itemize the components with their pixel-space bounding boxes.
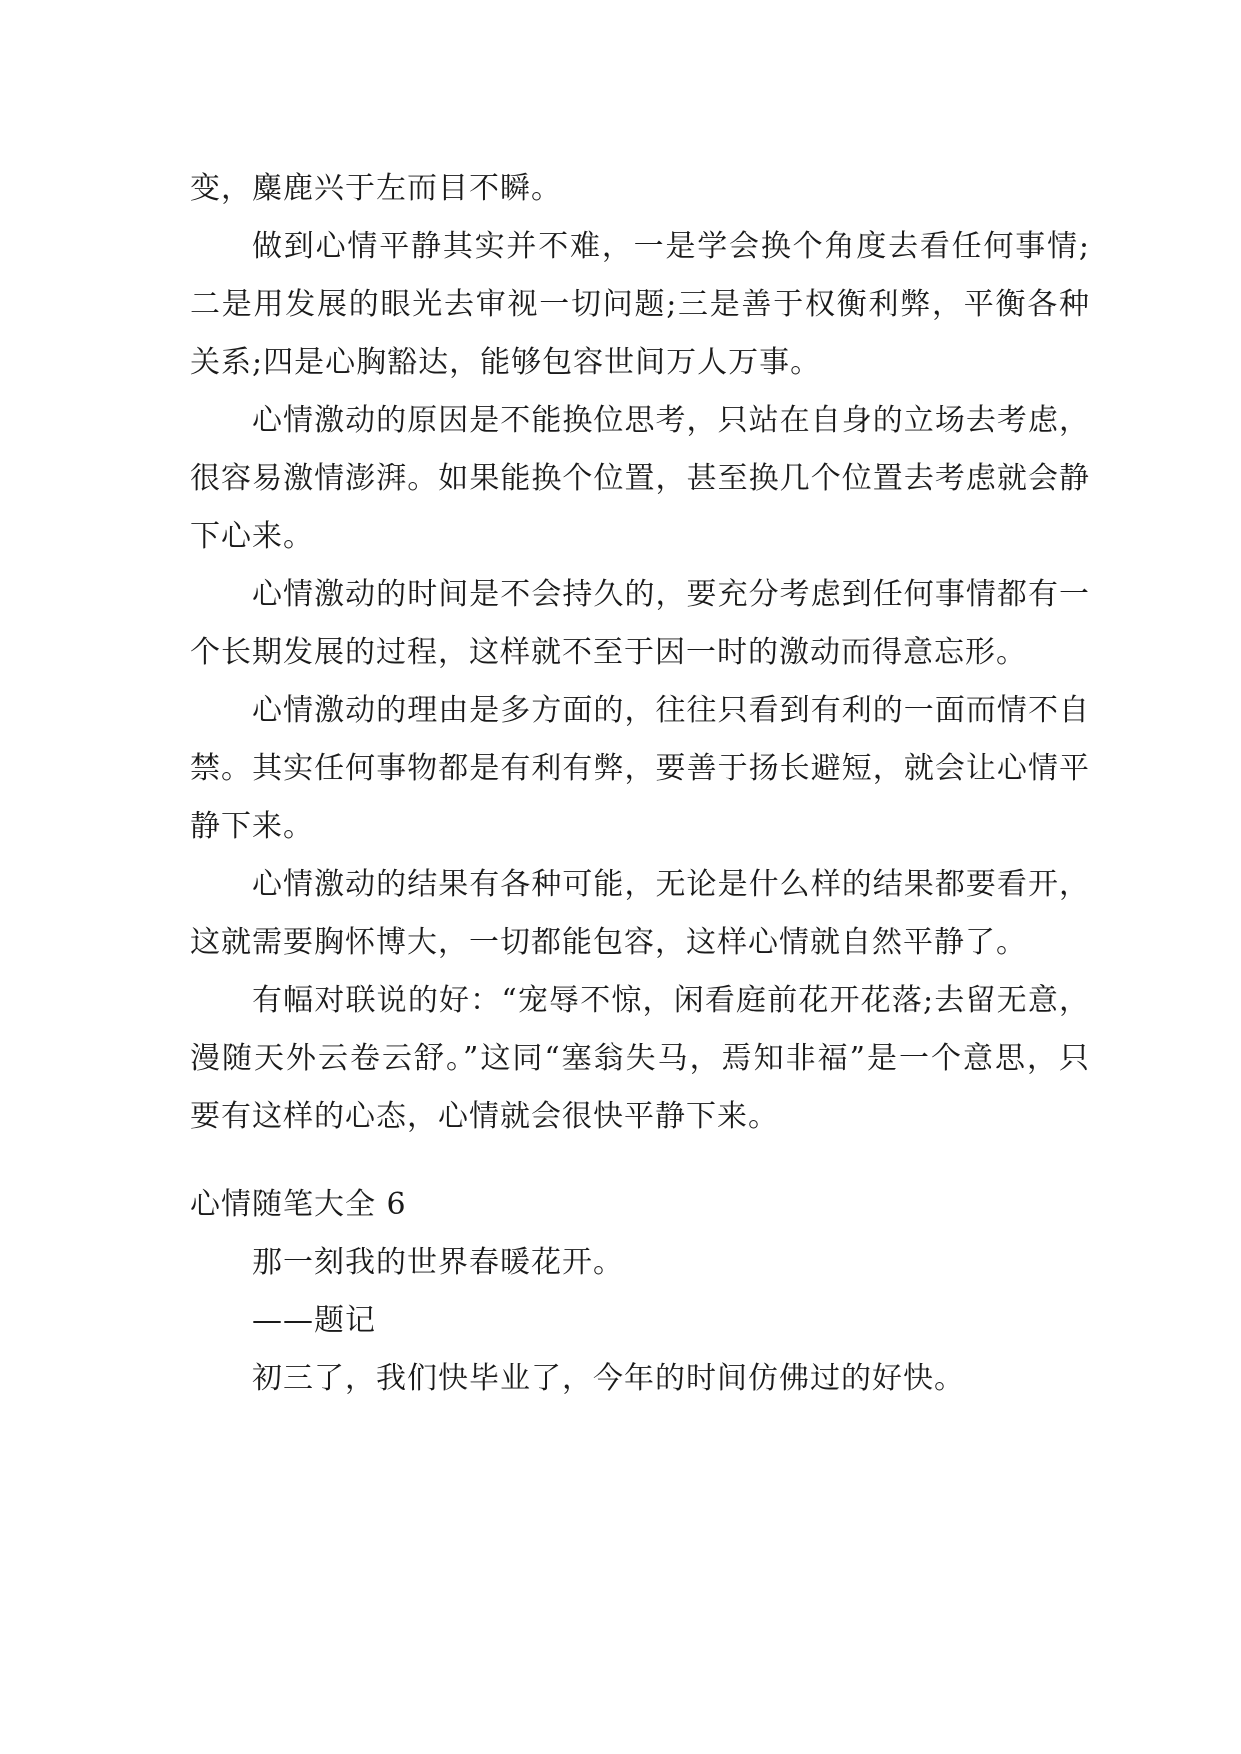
paragraph: 那一刻我的世界春暖花开。 xyxy=(252,1245,624,1280)
paragraph: 初三了，我们快毕业了，今年的时间仿佛过的好快。 xyxy=(252,1361,965,1396)
paragraph: 心情激动的原因是不能换位思考，只站在自身的立场去考虑，很容易激情澎湃。如果能换个位置，甚至换几个位置去考虑就会静下心来。 xyxy=(190,403,1090,554)
epigraph-attribution: ——题记 xyxy=(252,1303,376,1338)
section-title: 心情随笔大全 6 xyxy=(190,1187,407,1222)
paragraph: 有幅对联说的好：“宠辱不惊，闲看庭前花开花落;去留无意，漫随天外云卷云舒。”这同“塞翁失马，焉知非福”是一个意思，只要有这样的心态，心情就会很快平静下来。 xyxy=(190,983,1090,1134)
paragraph: 心情激动的时间是不会持久的，要充分考虑到任何事情都有一个长期发展的过程，这样就不至于因一时的激动而得意忘形。 xyxy=(190,577,1090,670)
paragraph: 心情激动的结果有各种可能，无论是什么样的结果都要看开，这就需要胸怀博大，一切都能包容，这样心情就自然平静了。 xyxy=(190,867,1090,960)
paragraph: 做到心情平静其实并不难，一是学会换个角度去看任何事情;二是用发展的眼光去审视一切问题;三是善于权衡利弊，平衡各种关系;四是心胸豁达，能够包容世间万人万事。 xyxy=(190,229,1090,380)
paragraph: 心情激动的理由是多方面的，往往只看到有利的一面而情不自禁。其实任何事物都是有利有弊，要善于扬长避短，就会让心情平静下来。 xyxy=(190,693,1090,844)
paragraph: 变，麋鹿兴于左而目不瞬。 xyxy=(190,171,562,206)
document-body xyxy=(190,160,1090,1408)
